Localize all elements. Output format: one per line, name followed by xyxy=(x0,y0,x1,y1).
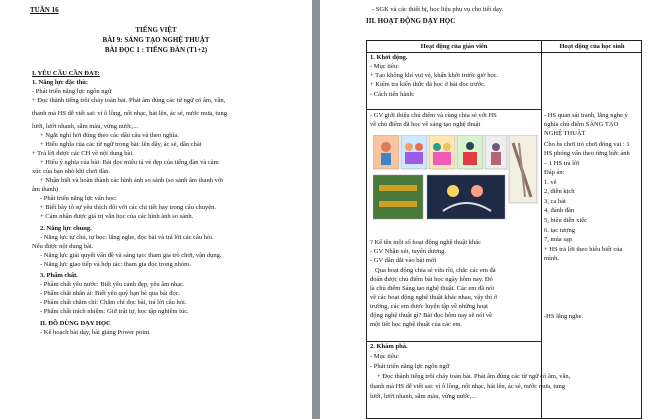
text-line: - GV Nhận xét, tuyên dương. xyxy=(370,248,446,255)
text-line: ? Kể tên một số hoạt động nghệ thuật khác xyxy=(370,239,482,246)
column-header-teacher: Hoạt động của giáo viên xyxy=(420,43,488,50)
text-line: - Năng lực giao tiếp và hợp tác: tham gia đọc trong nhóm. xyxy=(40,261,191,268)
text-line: - Phẩm chất trách nhiệm: Giữ trật tự, học tập nghiêm túc. xyxy=(40,308,189,315)
text-line: + Hiểu ý nghĩa của bài: Bài đọc miêu tả vẻ đẹp của tiếng đàn và cảm xyxy=(40,159,219,166)
student-text: + HS trả lời theo hiểu biết của xyxy=(544,246,623,253)
text-line: - Năng lực tự chủ, tự học: lắng nghe, đọc bài và trả lời các câu hỏi. xyxy=(40,234,214,241)
text-line: Nêu được nội dung bài. xyxy=(32,243,94,250)
text-line: - Phẩm chất nhân ái: Biết yêu quý bạn bè qua bài đọc. xyxy=(40,290,181,297)
subject-title: TIẾNG VIỆT xyxy=(135,26,177,34)
text-line: - Phát triển năng lực văn học: xyxy=(40,195,117,202)
text-line: Qua hoạt động chia sẻ vừa rồi, chắc các em đã xyxy=(375,267,496,274)
student-text: – 1 HS trả lời xyxy=(544,160,580,167)
text-line: + Ngắt nghỉ hơi đúng theo các dấu câu và theo nghĩa. xyxy=(40,132,179,139)
reading-title: BÀI ĐỌC 1 : TIẾNG ĐÀN (T1+2) xyxy=(104,46,208,54)
text-line: thanh mà HS dễ viết sai: vì ô lồng, nốt nhạc, hát lên, ác sẻ, nước mưa, tung xyxy=(370,383,565,390)
column-header-student: Hoạt động của học sinh xyxy=(559,43,625,50)
text-line: + Đọc thành tiếng trôi chảy toàn bài. Phát âm đúng các từ ngữ có âm, vần, xyxy=(377,373,571,380)
week-label: TUẦN 16 xyxy=(30,6,59,14)
activities-table xyxy=(366,40,642,419)
subsection-specific-competence: 1. Năng lực đặc thù: xyxy=(32,79,89,86)
student-text: Đáp án: xyxy=(544,169,565,176)
text-line: xúc của bạn nhỏ khi chơi đàn. xyxy=(32,168,110,175)
student-text: mình. xyxy=(544,255,559,262)
text-line: lưới, lướt nhanh, sẫm màu, vừng nước,... xyxy=(370,393,477,400)
text-line: - Phẩm chất chăm chỉ: Chăm chỉ đọc bài, trả lời câu hỏi. xyxy=(40,299,187,306)
section-activities: III. HOẠT ĐỘNG DẠY HỌC xyxy=(366,17,456,25)
text-line: lưới, lướt nhanh, sẫm màu, vừng nước,... xyxy=(32,123,139,130)
text-line: đoán được chủ điểm bài học ngày hôm nay. Đó xyxy=(370,276,493,283)
student-text: 7, múa sạp xyxy=(544,236,572,243)
text-line: thanh mà HS dễ viết sai: vì ô lồng, nốt nhạc, hát lên, ác sẻ, nước mưa, tung xyxy=(32,110,227,117)
text-line: âm thanh) xyxy=(32,186,59,193)
text-line: về chủ điểm đã học về sáng tạo nghệ thuật xyxy=(370,121,481,128)
student-text: Cho hs chơi trò chơi đóng vai : 1 xyxy=(544,141,630,148)
text-line: + Cảm nhận được giá trị văn học của các hình ảnh so sánh. xyxy=(40,213,194,220)
text-line: về các hoạt động nghệ thuật khác nhau, vậy thì ở xyxy=(370,294,498,301)
text-line: - GV giới thiệu chủ điểm và cùng chia sẻ với HS xyxy=(370,112,497,119)
illustration-icon xyxy=(373,135,539,237)
text-line: - Phát triển năng lực ngôn ngữ xyxy=(32,88,112,95)
text-line: là chủ điểm Sáng tạo nghệ thuật. Các em đã nói xyxy=(370,285,495,292)
text-line: + Trả lời được các CH về nội dung bài. xyxy=(32,150,134,157)
student-text: 1. vẽ xyxy=(544,179,557,186)
document-page-right xyxy=(320,0,650,419)
student-text: 5, biểu diễn xiếc xyxy=(544,217,587,224)
student-text: -HS lắng nghe. xyxy=(544,313,584,320)
subsection-qualities: 3. Phẩm chất. xyxy=(40,272,78,279)
text-line: trường, các em được luyện tập về những hoạt xyxy=(370,303,488,310)
subsection-general-competence: 2. Năng lực chung. xyxy=(40,225,92,232)
text-line: - Kế hoạch bài dạy, bài giảng Power point. xyxy=(40,329,151,336)
text-line: - Cách tiến hành: xyxy=(370,91,415,98)
text-line: - Phẩm chất yêu nước: Biết yêu cảnh đẹp, yêu âm nhạc. xyxy=(40,281,185,288)
student-text: 3, ca hát xyxy=(544,198,566,205)
text-line: + Nhận biết và hoàn thành các hình ảnh so sánh (so sánh âm thanh với xyxy=(40,177,224,184)
student-text: NGHỆ THUẬT xyxy=(544,130,586,137)
text-line: một tiết học nghệ thuật của các em. xyxy=(370,321,463,328)
student-text: HS phỏng vấn theo từng bức ảnh xyxy=(544,150,630,157)
text-line: động nghệ thuật gì? Bài đọc hôm nay sẽ nói về xyxy=(370,312,493,319)
student-text: 6. tạc tượng xyxy=(544,227,575,234)
text-line: - Phát triển năng lực ngôn ngữ xyxy=(370,363,450,370)
text-line: - Năng lực giải quyết vấn đề và sáng tạo: tham gia trò chơi, vận dụng. xyxy=(40,252,222,259)
document-page-left xyxy=(0,0,312,419)
text-line: + Tạo không khí vui vẻ, khấn khởi trước giờ học. xyxy=(370,72,499,79)
text-line: + Biết bày tỏ sự yêu thích đối với các chi tiết hay trong câu chuyện. xyxy=(40,204,216,211)
art-activities-images xyxy=(373,135,539,237)
text-line: + Kiểm tra kiến thức đã học ở bài đọc trước. xyxy=(370,81,486,88)
activity-warmup-title: 1. Khởi động. xyxy=(370,54,408,61)
student-text: 4, đánh đàn xyxy=(544,207,575,214)
text-line: - GV dẫn dắt vào bài mới xyxy=(370,257,437,264)
text-line: - Mục tiêu: xyxy=(370,353,399,360)
section-requirements: I. YÊU CẦU CẦN ĐẠT: xyxy=(32,70,100,77)
text-line: - SGK và các thiết bị, học liệu phụ vụ cho tiết dạy. xyxy=(372,6,504,13)
text-line: + Hiểu nghĩa của các từ ngữ trong bài: lên dây, ác sẻ, dân chài xyxy=(40,141,202,148)
section-teaching-aids: II. ĐỒ DÙNG DẠY HỌC xyxy=(40,320,111,327)
lesson-title: BÀI 9: SÁNG TẠO NGHỆ THUẬT xyxy=(102,36,210,44)
text-line: - Mục tiêu: xyxy=(370,63,399,70)
student-text: 2, diễn kịch xyxy=(544,188,575,195)
activity-explore-title: 2. Khám phá. xyxy=(370,343,408,350)
text-line: + Đọc thành tiếng trôi chảy toàn bài. Phát âm đúng các từ ngữ có âm, vần, xyxy=(32,97,226,104)
student-text: nghĩa chủ điểm SÁNG TẠO xyxy=(544,121,619,128)
student-text: - HS quan sát tranh, lắng nghe ý xyxy=(544,112,628,119)
